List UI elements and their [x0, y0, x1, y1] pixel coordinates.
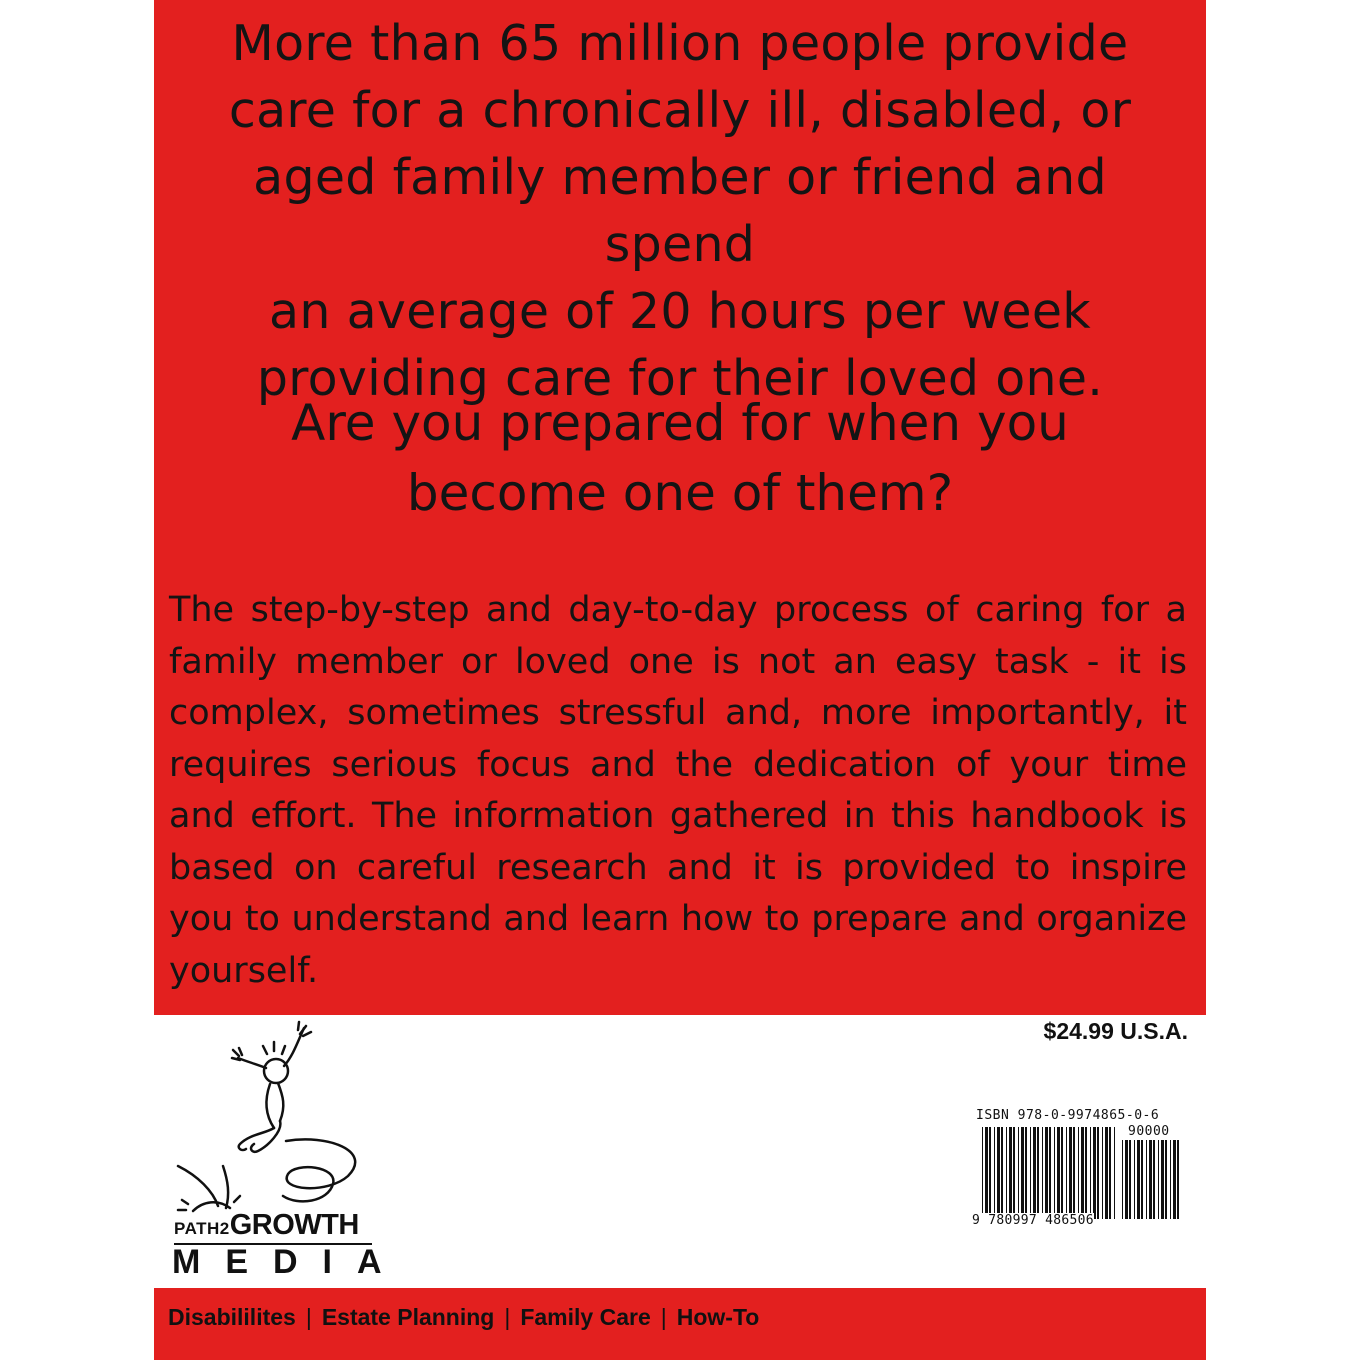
- barcode-bar: [1134, 1140, 1135, 1219]
- barcode-bar: [1045, 1127, 1048, 1219]
- category-separator: |: [504, 1304, 511, 1330]
- barcode-bar: [1085, 1127, 1087, 1219]
- barcode-bar: [994, 1127, 995, 1219]
- barcode-bar: [1097, 1127, 1099, 1219]
- barcode-bar: [1173, 1140, 1176, 1219]
- barcode-bar: [985, 1127, 988, 1219]
- category-item: How-To: [676, 1304, 760, 1330]
- barcode-bar: [1146, 1140, 1147, 1219]
- barcode-bar: [982, 1127, 983, 1219]
- barcode-bar: [1158, 1140, 1159, 1219]
- price-label: $24.99 U.S.A.: [1043, 1018, 1188, 1044]
- isbn-barcode: [972, 1108, 1192, 1238]
- red-panel: [154, 0, 1206, 1015]
- barcode-bar: [1042, 1127, 1043, 1219]
- publisher-name: [174, 1209, 359, 1242]
- question-line: become one of them?: [406, 464, 954, 522]
- barcode-bar: [1102, 1127, 1103, 1219]
- isbn-label: ISBN 978-0-9974865-0-6: [976, 1108, 1160, 1123]
- barcode-bar: [1066, 1127, 1067, 1219]
- barcode-bar: [1090, 1127, 1091, 1219]
- barcode-bar: [1125, 1140, 1128, 1219]
- barcode-bar: [1161, 1140, 1164, 1219]
- barcode-bar: [1170, 1140, 1171, 1219]
- publisher-media: MEDIA: [172, 1243, 407, 1281]
- headline-line: More than 65 million people provide: [231, 15, 1129, 72]
- barcode-bar: [1057, 1127, 1060, 1219]
- barcode-bar: [1177, 1140, 1179, 1219]
- barcode-bar: [989, 1127, 991, 1219]
- category-bar: [154, 1288, 1206, 1360]
- category-item: Disabililites: [168, 1304, 296, 1330]
- barcode-bar: [1153, 1140, 1155, 1219]
- barcode-bar: [1122, 1140, 1123, 1219]
- barcode-bar: [1009, 1127, 1012, 1219]
- barcode-bar: [1061, 1127, 1063, 1219]
- barcode-bar: [1033, 1127, 1036, 1219]
- headline-line: aged family member or friend and spend: [253, 149, 1107, 273]
- barcode-addon-bars: [1122, 1140, 1184, 1219]
- barcode-bar: [1006, 1127, 1007, 1219]
- barcode-bar: [1054, 1127, 1055, 1219]
- category-separator: |: [660, 1304, 667, 1330]
- barcode-bar: [1073, 1127, 1075, 1219]
- barcode-bar: [1081, 1127, 1084, 1219]
- barcode-bar: [1137, 1140, 1140, 1219]
- barcode-bar: [1149, 1140, 1152, 1219]
- barcode-digits: 9 780997 486506: [972, 1213, 1094, 1228]
- barcode-bar: [1069, 1127, 1072, 1219]
- barcode-bar: [1109, 1127, 1111, 1219]
- category-separator: |: [305, 1304, 312, 1330]
- category-list: [168, 1304, 759, 1331]
- barcode-bar: [1114, 1127, 1115, 1219]
- barcode-bar: [1025, 1127, 1027, 1219]
- barcode-bar: [1078, 1127, 1079, 1219]
- barcode-bar: [1013, 1127, 1015, 1219]
- barcode-bar: [1165, 1140, 1167, 1219]
- barcode-bar: [1021, 1127, 1024, 1219]
- barcode-addon-number: 90000: [1128, 1124, 1170, 1139]
- barcode-bar: [1018, 1127, 1019, 1219]
- headline-line: an average of 20 hours per week: [269, 283, 1091, 340]
- headline-line: care for a chronically ill, disabled, or: [228, 82, 1132, 139]
- barcode-bar: [1141, 1140, 1143, 1219]
- category-item: Estate Planning: [321, 1304, 495, 1330]
- book-back-cover: [154, 0, 1206, 1360]
- barcode-bar: [1001, 1127, 1003, 1219]
- publisher-prefix: PATH2: [174, 1219, 230, 1238]
- barcode-bar: [997, 1127, 1000, 1219]
- publisher-word: GROWTH: [229, 1209, 359, 1241]
- body-text: The step-by-step and day-to-day process of caring for a family member or loved one is not an easy task - it is complex, sometimes stressful and, more importantly, it requires serious focus and the dedication of your time and effort. The information gathered in this handbook is based on careful research and it is provided to inspire you to understand and learn how to prepare and organize yourself.: [169, 590, 1187, 991]
- barcode-bars: [982, 1127, 1118, 1219]
- category-item: Family Care: [520, 1304, 651, 1330]
- barcode-bar: [1105, 1127, 1108, 1219]
- barcode-bar: [1030, 1127, 1031, 1219]
- barcode-bar: [1093, 1127, 1096, 1219]
- question: [174, 388, 1186, 528]
- barcode-bar: [1037, 1127, 1039, 1219]
- barcode-bar: [1129, 1140, 1131, 1219]
- headline: [174, 10, 1186, 412]
- barcode-bar: [1049, 1127, 1051, 1219]
- headline-line: providing care for their loved one.: [256, 350, 1104, 407]
- question-line: Are you prepared for when you: [291, 394, 1069, 452]
